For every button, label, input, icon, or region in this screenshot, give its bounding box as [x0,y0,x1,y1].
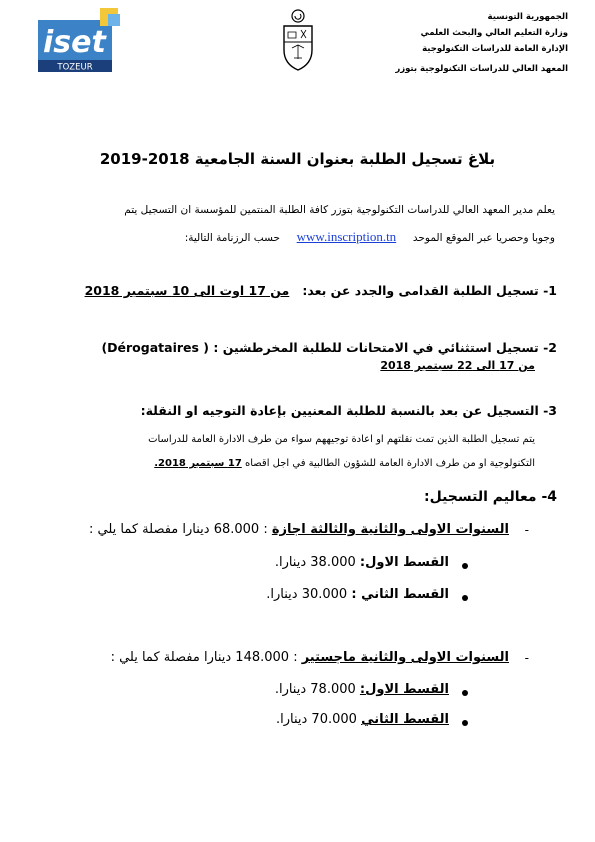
section-2 [101,340,557,355]
fees-item-value: 38.000 دينارا. [274,555,356,570]
fees-group-2 [111,650,509,665]
bullet-dot [462,690,468,696]
dash-marker: - [524,523,529,538]
section-3-title: التسجيل عن بعد بالنسبة للطلبة المعنيين بإعادة التوجيه او النقلة: [140,403,539,418]
section-3-number: -3 [543,403,557,418]
header-ministry: وزارة التعليم العالي والبحث العلمي [420,28,568,38]
fees-group-2-total: : 148.000 دينارا مفصلة كما يلي : [110,650,298,665]
fees-item-label: القسط الثاني [361,712,449,727]
section-2-french: (Dérogataires ) : [101,340,219,355]
dash-marker: - [524,651,529,666]
fees-item-value: 78.000 دينارا. [274,682,356,697]
section-2-number: -2 [543,340,557,355]
fees-group-1-item-1 [275,555,449,570]
inscription-link[interactable]: www.inscription.tn [296,229,397,244]
fees-group-1-total: : 68.000 دينارا مفصلة كما يلي : [88,522,268,537]
fees-item-label: القسط الاول: [359,555,449,570]
tunisia-emblem [278,8,318,74]
page-title: بلاغ تسجيل الطلبة بعنوان السنة الجامعية 2018-2019 [99,150,496,168]
section-1-number: -1 [543,283,557,298]
svg-text:iset: iset [43,25,106,60]
intro-line-1: يعلم مدير المعهد العالي للدراسات التكنولوجية بتوزر كافة الطلبة المنتمين للمؤسسة ان التسجيل يتم [124,204,555,216]
coat-of-arms-icon [278,8,318,74]
fees-group-2-label: السنوات الاولى والثانية ماجستير [301,650,509,665]
section-1-date: من 17 اوت الى 10 سبتمبر 2018 [84,283,290,298]
header-institute: المعهد العالي للدراسات التكنولوجية بتوزر [395,64,568,74]
section-3-text-a: التكنولوجية او من طرف الادارة العامة للشؤون الطالبية في اجل اقصاه [244,458,535,469]
fees-item-label: القسط الاول: [359,682,449,697]
section-1 [85,283,557,298]
section-2-title: تسجيل استثنائي في الامتحانات للطلبة المخرطشين [222,340,539,355]
section-4-number: -4 [541,489,557,505]
header-country: الجمهورية التونسية [487,12,568,22]
fees-group-1-item-2 [266,587,449,602]
intro-line-2 [185,229,555,245]
fees-item-value: 30.000 دينارا. [266,587,348,602]
intro-text-a: وجوبا وحصريا عبر الموقع الموحد [412,232,555,244]
section-4 [424,489,557,505]
intro-text-b: حسب الرزنامة التالية: [184,232,280,244]
fees-group-2-item-2 [276,712,449,727]
section-1-title: تسجيل الطلبة القدامى والجدد عن بعد: [302,283,539,298]
section-3-line-2 [154,458,535,469]
iset-logo-graphic [38,8,122,72]
fees-group-1-label: السنوات الاولى والثانية والثالثة اجازة [271,522,509,537]
fees-item-value: 70.000 دينارا. [275,712,357,727]
bullet-dot [462,563,468,569]
bullet-dot [462,595,468,601]
section-3 [141,403,557,418]
header-directorate: الإدارة العامة للدراسات التكنولوجية [422,44,568,54]
bullet-dot [462,720,468,726]
institute-logo [38,8,122,72]
logo-city-text: TOZEUR [57,62,93,72]
section-3-deadline: 17 سبتمبر 2018. [154,458,242,469]
fees-group-1 [89,522,509,537]
fees-group-2-item-1 [275,682,449,697]
section-4-title: معاليم التسجيل: [423,489,537,505]
section-3-line-1: يتم تسجيل الطلبة الذين تمت نقلتهم او اعادة توجيههم سواء من طرف الادارة العامة للدراسات [148,434,535,445]
fees-item-label: القسط الثاني : [351,587,449,602]
section-2-date: من 17 الى 22 سبتمبر 2018 [380,359,535,372]
